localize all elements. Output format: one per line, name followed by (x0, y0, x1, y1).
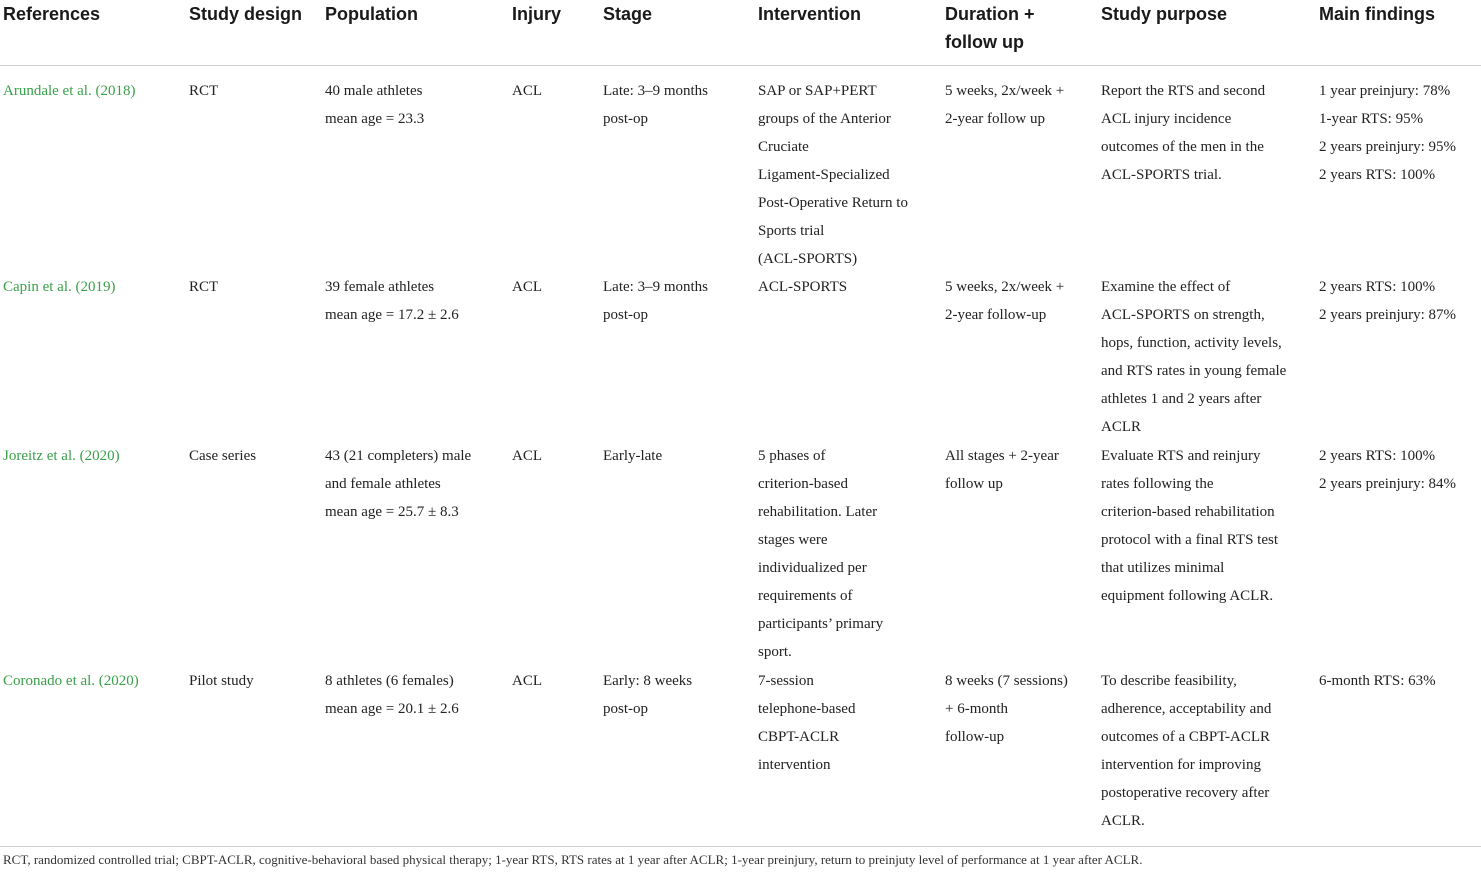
reference-cell-line: Coronado et al. (2020) (3, 673, 139, 689)
purpose-cell-line: Examine the effect of (1101, 279, 1231, 295)
purpose-cell (1101, 273, 1286, 441)
purpose-cell-line: ACL-SPORTS on strength, (1101, 307, 1265, 323)
intervention-cell-line: requirements of (758, 588, 853, 604)
purpose-cell-line: ACLR (1101, 419, 1142, 435)
injury-cell-line: ACL (512, 279, 542, 295)
design-cell-line: RCT (189, 279, 219, 295)
purpose-cell-line: ACL-SPORTS trial. (1101, 167, 1222, 183)
duration-cell-line: 2-year follow-up (945, 307, 1047, 323)
reference-cell-line: Arundale et al. (2018) (3, 83, 136, 99)
population-cell-line: and female athletes (325, 476, 441, 492)
intervention-cell (758, 77, 908, 273)
header-intervention: Intervention (758, 4, 862, 24)
injury-cell (512, 442, 542, 470)
population-cell-line: 43 (21 completers) male (325, 448, 472, 464)
header-references: References (3, 4, 101, 24)
header-population: Population (325, 4, 418, 24)
reference-cell[interactable] (3, 77, 135, 105)
design-cell (189, 273, 218, 301)
intervention-cell-line: CBPT-ACLR (758, 729, 840, 745)
findings-cell (1319, 442, 1456, 498)
intervention-cell-line: groups of the Anterior (758, 111, 891, 127)
population-cell (325, 273, 459, 329)
findings-cell-line: 2 years RTS: 100% (1319, 279, 1436, 295)
duration-cell-line: + 6-month (945, 701, 1009, 717)
stage-cell-line: Late: 3–9 months (603, 83, 708, 99)
intervention-cell-line: ACL-SPORTS (758, 279, 848, 295)
injury-cell (512, 273, 542, 301)
injury-cell-line: ACL (512, 673, 542, 689)
stage-cell-line: post-op (603, 111, 648, 127)
population-cell-line: 8 athletes (6 females) (325, 673, 454, 689)
intervention-cell-line: 7-session (758, 673, 814, 689)
stage-cell-line: Early: 8 weeks (603, 673, 693, 689)
header-injury: Injury (512, 4, 562, 24)
intervention-cell-line: Ligament-Specialized (758, 167, 890, 183)
population-cell-line: mean age = 17.2 ± 2.6 (325, 307, 459, 323)
intervention-cell-line: Cruciate (758, 139, 809, 155)
purpose-cell-line: postoperative recovery after (1101, 785, 1270, 801)
findings-cell (1319, 667, 1436, 695)
intervention-cell-line: SAP or SAP+PERT (758, 83, 877, 99)
duration-cell (945, 77, 1064, 133)
findings-cell (1319, 273, 1456, 329)
intervention-cell-line: (ACL-SPORTS) (758, 251, 858, 267)
injury-cell (512, 667, 542, 695)
stage-cell-line: post-op (603, 701, 648, 717)
intervention-cell-line: 5 phases of (758, 448, 826, 464)
table-header (0, 0, 1481, 64)
purpose-cell-line: ACL injury incidence (1101, 111, 1232, 127)
purpose-cell-line: protocol with a final RTS test (1101, 532, 1278, 548)
findings-cell-line: 2 years preinjury: 95% (1319, 139, 1457, 155)
stage-cell (603, 77, 708, 133)
duration-cell-line: 8 weeks (7 sessions) (945, 673, 1068, 689)
purpose-cell-line: outcomes of a CBPT-ACLR (1101, 729, 1271, 745)
reference-cell[interactable] (3, 273, 115, 301)
design-cell (189, 442, 256, 470)
injury-cell-line: ACL (512, 83, 542, 99)
intervention-cell-line: Post-Operative Return to (758, 195, 908, 211)
findings-cell-line: 2 years preinjury: 84% (1319, 476, 1457, 492)
intervention-cell-line: telephone-based (758, 701, 856, 717)
reference-cell-line: Capin et al. (2019) (3, 279, 116, 295)
intervention-cell (758, 442, 883, 666)
duration-cell-line: 2-year follow up (945, 111, 1045, 127)
injury-cell (512, 77, 542, 105)
population-cell-line: mean age = 25.7 ± 8.3 (325, 504, 459, 520)
population-cell (325, 667, 459, 723)
duration-cell-line: follow up (945, 476, 1003, 492)
header-stage: Stage (603, 4, 653, 24)
stage-cell (603, 273, 708, 329)
purpose-cell-line: rates following the (1101, 476, 1214, 492)
header-study-design: Study design (189, 4, 303, 24)
intervention-cell (758, 273, 847, 301)
population-cell-line: 40 male athletes (325, 83, 423, 99)
duration-cell-line: 5 weeks, 2x/week + (945, 279, 1065, 295)
stage-cell-line: Early-late (603, 448, 663, 464)
intervention-cell-line: stages were (758, 532, 828, 548)
header-study-purpose: Study purpose (1101, 4, 1228, 24)
purpose-cell-line: ACLR. (1101, 813, 1145, 829)
duration-cell (945, 273, 1064, 329)
purpose-cell-line: Evaluate RTS and reinjury (1101, 448, 1261, 464)
purpose-cell-line: and RTS rates in young female (1101, 363, 1287, 379)
findings-cell-line: 6-month RTS: 63% (1319, 673, 1436, 689)
purpose-cell-line: Report the RTS and second (1101, 83, 1266, 99)
population-cell-line: mean age = 20.1 ± 2.6 (325, 701, 459, 717)
duration-cell (945, 442, 1059, 498)
findings-cell-line: 1 year preinjury: 78% (1319, 83, 1451, 99)
purpose-cell (1101, 667, 1271, 835)
duration-cell-line: All stages + 2-year (945, 448, 1059, 464)
design-cell (189, 77, 218, 105)
stage-cell (603, 442, 662, 470)
purpose-cell-line: hops, function, activity levels, (1101, 335, 1282, 351)
purpose-cell-line: equipment following ACLR. (1101, 588, 1274, 604)
purpose-cell-line: intervention for improving (1101, 757, 1261, 773)
design-cell-line: RCT (189, 83, 219, 99)
purpose-cell (1101, 77, 1265, 189)
findings-cell-line: 2 years RTS: 100% (1319, 448, 1436, 464)
header-rule (0, 65, 1481, 66)
duration-cell-line: follow-up (945, 729, 1005, 745)
duration-cell (945, 667, 1068, 751)
intervention-cell-line: Sports trial (758, 223, 825, 239)
intervention-cell (758, 667, 855, 779)
findings-cell-line: 2 years RTS: 100% (1319, 167, 1436, 183)
purpose-cell-line: athletes 1 and 2 years after (1101, 391, 1262, 407)
population-cell (325, 442, 471, 526)
findings-cell-line: 1-year RTS: 95% (1319, 111, 1424, 127)
duration-cell-line: 5 weeks, 2x/week + (945, 83, 1065, 99)
injury-cell-line: ACL (512, 448, 542, 464)
header-main-findings: Main findings (1319, 4, 1435, 24)
purpose-cell-line: outcomes of the men in the (1101, 139, 1264, 155)
stage-cell-line: Late: 3–9 months (603, 279, 708, 295)
reference-cell[interactable] (3, 442, 120, 470)
header-duration: Duration + follow up (945, 4, 1035, 52)
intervention-cell-line: participants’ primary (758, 616, 884, 632)
purpose-cell (1101, 442, 1278, 610)
design-cell-line: Pilot study (189, 673, 254, 689)
intervention-cell-line: rehabilitation. Later (758, 504, 878, 520)
stage-cell (603, 667, 692, 723)
reference-cell-line: Joreitz et al. (2020) (3, 448, 120, 464)
stage-cell-line: post-op (603, 307, 648, 323)
table-footnote: RCT, randomized controlled trial; CBPT-ACLR, cognitive-behavioral based physical therapy; 1-year RTS, RTS rates at 1 year after ACLR; 1-year preinjury, return to preinjuty level of performance at 1 year after ACLR. (3, 852, 1143, 867)
intervention-cell-line: intervention (758, 757, 831, 773)
purpose-cell-line: To describe feasibility, (1101, 673, 1237, 689)
findings-cell (1319, 77, 1456, 189)
findings-cell-line: 2 years preinjury: 87% (1319, 307, 1457, 323)
purpose-cell-line: criterion-based rehabilitation (1101, 504, 1275, 520)
population-cell-line: 39 female athletes (325, 279, 435, 295)
purpose-cell-line: adherence, acceptability and (1101, 701, 1272, 717)
intervention-cell-line: sport. (758, 644, 792, 660)
purpose-cell-line: that utilizes minimal (1101, 560, 1225, 576)
intervention-cell-line: individualized per (758, 560, 867, 576)
intervention-cell-line: criterion-based (758, 476, 848, 492)
reference-cell[interactable] (3, 667, 139, 695)
design-cell (189, 667, 254, 695)
design-cell-line: Case series (189, 448, 257, 464)
population-cell (325, 77, 424, 133)
footer-rule (0, 846, 1481, 847)
population-cell-line: mean age = 23.3 (325, 111, 425, 127)
